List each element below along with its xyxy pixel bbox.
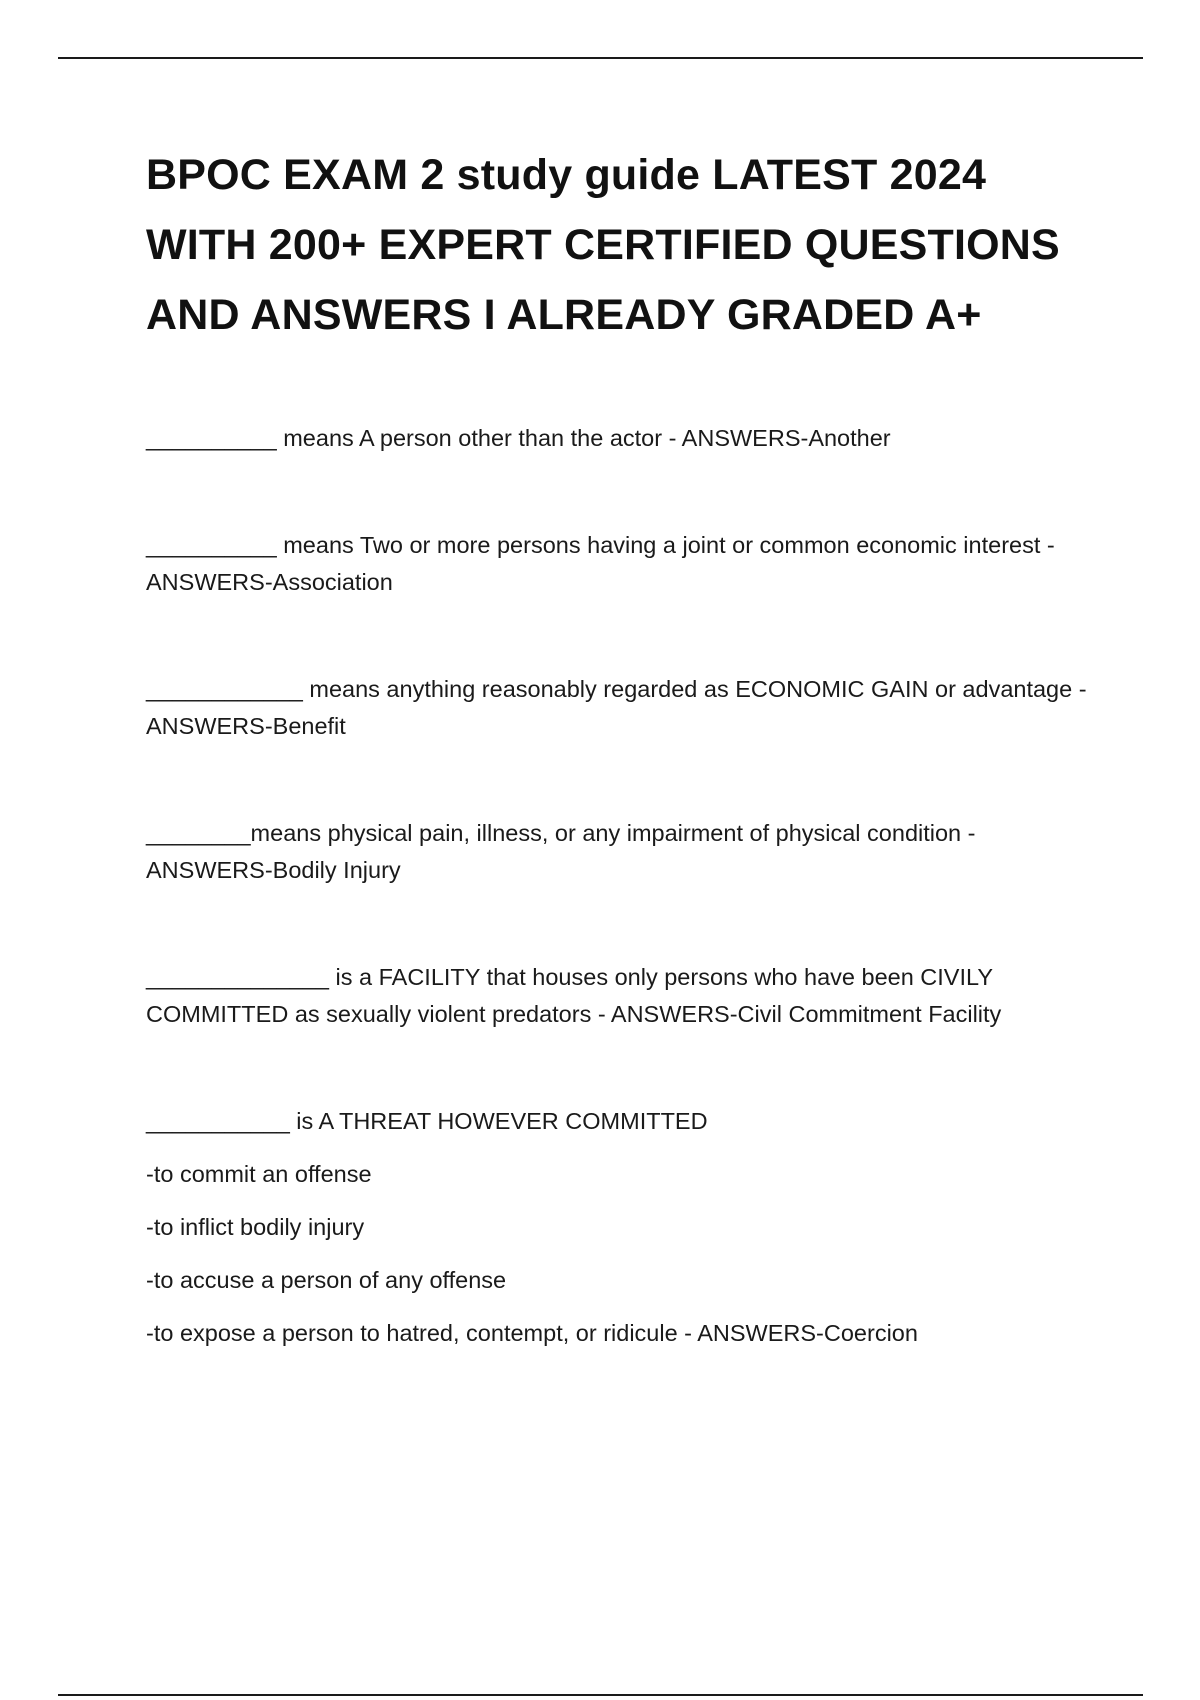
qa-text: __________ means A person other than the actor - ANSWERS-Another — [146, 425, 891, 451]
qa-bullet-line: -to accuse a person of any offense — [146, 1267, 507, 1293]
page-title: BPOC EXAM 2 study guide LATEST 2024 WITH 200+ EXPERT CERTIFIED QUESTIONS AND ANSWERS I ALREADY GRADED A+ — [146, 151, 1060, 339]
qa-bullet-line: -to commit an offense — [146, 1161, 372, 1187]
qa-text: ________means physical pain, illness, or any impairment of physical condition - ANSWERS-Bodily Injury — [146, 820, 976, 883]
qa-item-another — [146, 420, 1106, 457]
qa-item-benefit — [146, 671, 1106, 745]
qa-bullet-line: -to inflict bodily injury — [146, 1214, 365, 1240]
qa-item-association — [146, 527, 1106, 601]
top-divider — [58, 57, 1143, 59]
qa-item-civil-commitment-facility — [146, 959, 1106, 1033]
qa-list — [146, 420, 1106, 1422]
qa-text: __________ means Two or more persons having a joint or common economic interest - ANSWERS-Association — [146, 532, 1055, 595]
qa-text: ______________ is a FACILITY that houses only persons who have been CIVILY COMMITTED as sexually violent predators - ANSWERS-Civil Commitment Facility — [146, 964, 1002, 1027]
qa-item-coercion — [146, 1103, 1106, 1352]
qa-text: ____________ means anything reasonably regarded as ECONOMIC GAIN or advantage - ANSWERS-Benefit — [146, 676, 1087, 739]
qa-bullet-line: -to expose a person to hatred, contempt, or ridicule - ANSWERS-Coercion — [146, 1320, 918, 1346]
bottom-divider — [58, 1694, 1143, 1696]
qa-item-bodily-injury — [146, 815, 1106, 889]
qa-question-line: ___________ is A THREAT HOWEVER COMMITTED — [146, 1108, 708, 1134]
